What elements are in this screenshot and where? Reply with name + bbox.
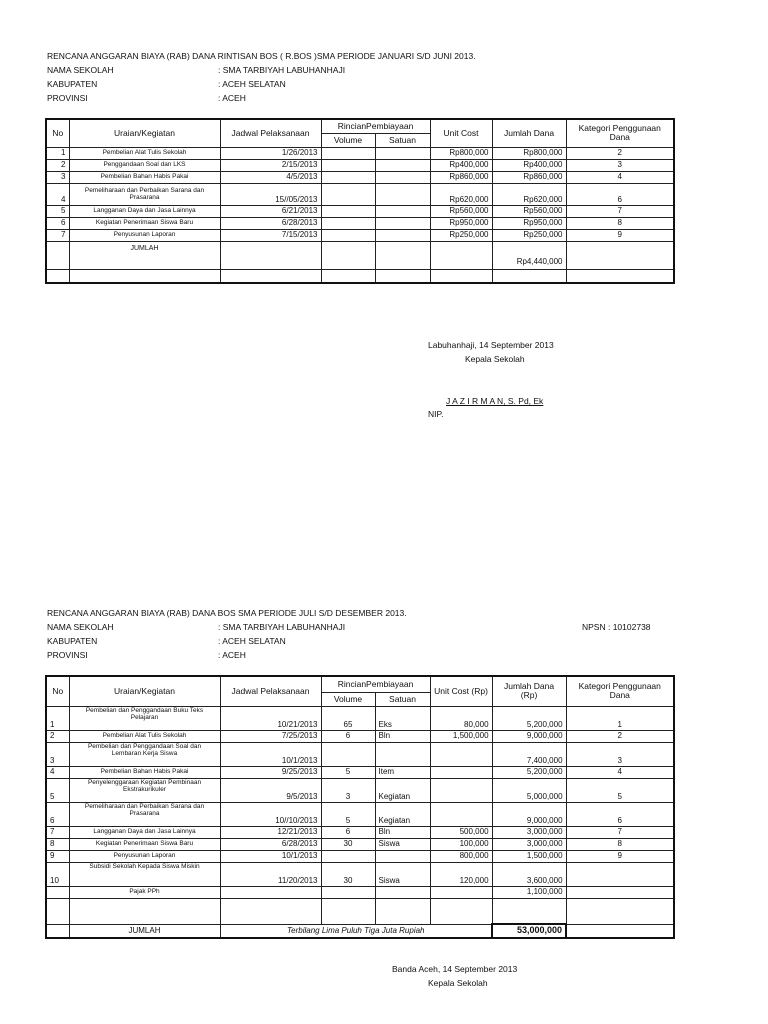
cell-uraian: Pembelian Alat Tulis Sekolah (69, 147, 220, 159)
doc2-signature-date: Banda Aceh, 14 September 2013 (392, 964, 518, 974)
cell-unit-cost (430, 778, 492, 802)
doc2-info-value-0: : SMA TARBIYAH LABUHANHAJI (218, 622, 346, 632)
total-row (46, 241, 674, 269)
header-jumlah: Jumlah Dana (492, 119, 566, 147)
empty-cell (69, 898, 220, 924)
cell-no: 5 (46, 778, 69, 802)
doc2-title: RENCANA ANGGARAN BIAYA (RAB) DANA BOS SMA PERIODE JULI S/D DESEMBER 2013. (47, 608, 407, 618)
cell-volume (321, 171, 375, 183)
cell-no: 7 (46, 229, 69, 241)
cell-volume (321, 886, 375, 898)
cell-unit-cost: Rp400,000 (430, 159, 492, 171)
table-row (46, 183, 674, 205)
doc1-signature-role: Kepala Sekolah (465, 354, 525, 364)
cell-uraian: Pembelian Bahan Habis Pakai (69, 171, 220, 183)
cell-unit-cost (430, 766, 492, 778)
cell-jumlah: 1,500,000 (492, 850, 566, 862)
cell-no: 9 (46, 850, 69, 862)
cell-kategori: 2 (566, 147, 674, 159)
cell-unit-cost: Rp620,000 (430, 183, 492, 205)
cell-volume (321, 742, 375, 766)
table-row (46, 229, 674, 241)
cell-satuan: Bln (375, 826, 430, 838)
table-row (46, 850, 674, 862)
table-row (46, 886, 674, 898)
header-no: No (46, 676, 69, 706)
cell-unit-cost (430, 886, 492, 898)
cell-no (46, 924, 69, 938)
cell-no (46, 886, 69, 898)
doc2-info-label-2: PROVINSI (47, 650, 88, 660)
cell-jumlah: Rp800,000 (492, 147, 566, 159)
doc1-info-label-0: NAMA SEKOLAH (47, 65, 114, 75)
header-rincian: RincianPembiayaan (321, 119, 430, 133)
cell-satuan (375, 159, 430, 171)
terbilang-text: Terbilang Lima Puluh Tiga Juta Rupiah (220, 924, 492, 938)
total-value: 53,000,000 (492, 924, 566, 938)
cell-kategori: 9 (566, 229, 674, 241)
empty-cell (321, 269, 375, 283)
cell-satuan: Bln (375, 730, 430, 742)
cell-jadwal: 9/25/2013 (220, 766, 321, 778)
cell-no (46, 241, 69, 269)
cell-unit-cost: 500,000 (430, 826, 492, 838)
cell-kategori: 8 (566, 217, 674, 229)
header-uraian: Uraian/Kegiatan (69, 676, 220, 706)
cell-unit-cost: Rp560,000 (430, 205, 492, 217)
empty-cell (492, 898, 566, 924)
table-row (46, 205, 674, 217)
doc1-budget-table (45, 118, 675, 284)
cell-jadwal: 6/28/2013 (220, 838, 321, 850)
cell-unit-cost: 1,500,000 (430, 730, 492, 742)
header-satuan: Satuan (375, 133, 430, 147)
cell-jadwal: 10//10/2013 (220, 802, 321, 826)
cell-satuan (375, 241, 430, 269)
cell-jadwal: 1/26/2013 (220, 147, 321, 159)
cell-jadwal: 7/15/2013 (220, 229, 321, 241)
cell-jadwal (220, 241, 321, 269)
cell-volume: 30 (321, 862, 375, 886)
cell-uraian: Penyusunan Laporan (69, 229, 220, 241)
cell-jumlah: 5,000,000 (492, 778, 566, 802)
empty-cell (492, 269, 566, 283)
cell-satuan (375, 886, 430, 898)
total-label: JUMLAH (69, 924, 220, 938)
doc2-budget-table (45, 675, 675, 939)
total-row (46, 924, 674, 938)
header-rincian: RincianPembiayaan (321, 676, 430, 692)
cell-volume (321, 850, 375, 862)
cell-unit-cost (430, 802, 492, 826)
doc2-signature-role: Kepala Sekolah (428, 978, 488, 988)
header-kategori: Kategori Penggunaan Dana (566, 119, 674, 147)
cell-satuan (375, 229, 430, 241)
empty-cell (566, 898, 674, 924)
cell-kategori: 5 (566, 778, 674, 802)
cell-jadwal: 10/1/2013 (220, 850, 321, 862)
cell-no: 8 (46, 838, 69, 850)
cell-kategori: 7 (566, 205, 674, 217)
doc2-info-label-1: KABUPATEN (47, 636, 98, 646)
cell-jadwal: 15//05/2013 (220, 183, 321, 205)
cell-satuan: Siswa (375, 838, 430, 850)
table-row (46, 159, 674, 171)
cell-no: 6 (46, 802, 69, 826)
empty-cell (430, 269, 492, 283)
cell-no: 3 (46, 742, 69, 766)
cell-kategori: 9 (566, 850, 674, 862)
cell-satuan: Kegiatan (375, 802, 430, 826)
cell-jadwal: 9/5/2013 (220, 778, 321, 802)
cell-kategori: 7 (566, 826, 674, 838)
header-volume: Volume (321, 133, 375, 147)
cell-no: 2 (46, 730, 69, 742)
cell-jumlah: 3,000,000 (492, 826, 566, 838)
header-no: No (46, 119, 69, 147)
cell-no: 10 (46, 862, 69, 886)
table-row (46, 742, 674, 766)
empty-cell (430, 898, 492, 924)
cell-volume (321, 205, 375, 217)
cell-jadwal: 7/25/2013 (220, 730, 321, 742)
cell-uraian: Pemeliharaan dan Perbaikan Sarana dan Prasarana (69, 802, 220, 826)
cell-no: 4 (46, 183, 69, 205)
cell-uraian: Penyusunan Laporan (69, 850, 220, 862)
cell-no: 6 (46, 217, 69, 229)
cell-volume (321, 241, 375, 269)
header-uraian: Uraian/Kegiatan (69, 119, 220, 147)
cell-jumlah: 5,200,000 (492, 766, 566, 778)
cell-no: 5 (46, 205, 69, 217)
cell-satuan: Siswa (375, 862, 430, 886)
cell-jumlah: 9,000,000 (492, 802, 566, 826)
cell-uraian: Penggandaan Soal dan LKS (69, 159, 220, 171)
doc1-info-value-2: : ACEH (218, 93, 246, 103)
doc2-info-value-2: : ACEH (218, 650, 246, 660)
empty-cell (321, 898, 375, 924)
cell-uraian: Kegiatan Penerimaan Siswa Baru (69, 217, 220, 229)
cell-kategori (566, 241, 674, 269)
cell-jumlah: 7,400,000 (492, 742, 566, 766)
cell-unit-cost: 80,000 (430, 706, 492, 730)
empty-row (46, 898, 674, 924)
header-unit-cost: Unit Cost (430, 119, 492, 147)
total-value: Rp4,440,000 (492, 241, 566, 269)
cell-satuan (375, 171, 430, 183)
cell-satuan (375, 742, 430, 766)
cell-jadwal: 11/20/2013 (220, 862, 321, 886)
cell-unit-cost: Rp800,000 (430, 147, 492, 159)
table-row (46, 766, 674, 778)
cell-volume: 6 (321, 826, 375, 838)
cell-satuan: Item (375, 766, 430, 778)
cell-no: 1 (46, 706, 69, 730)
cell-jumlah: 5,200,000 (492, 706, 566, 730)
cell-satuan (375, 217, 430, 229)
header-jumlah: Jumlah Dana (Rp) (492, 676, 566, 706)
table-row (46, 147, 674, 159)
cell-kategori: 3 (566, 159, 674, 171)
total-label: JUMLAH (69, 241, 220, 269)
empty-cell (375, 898, 430, 924)
cell-uraian: Pembelian Alat Tulis Sekolah (69, 730, 220, 742)
cell-uraian: Pembelian Bahan Habis Pakai (69, 766, 220, 778)
cell-uraian: Subsidi Sekolah Kepada Siswa Miskin (69, 862, 220, 886)
table-row (46, 217, 674, 229)
cell-jumlah: Rp860,000 (492, 171, 566, 183)
header-satuan: Satuan (375, 692, 430, 706)
cell-jumlah: Rp400,000 (492, 159, 566, 171)
empty-cell (220, 898, 321, 924)
empty-cell (566, 269, 674, 283)
empty-cell (69, 269, 220, 283)
cell-kategori: 4 (566, 766, 674, 778)
cell-kategori: 6 (566, 802, 674, 826)
table-row (46, 706, 674, 730)
cell-kategori: 8 (566, 838, 674, 850)
cell-satuan (375, 147, 430, 159)
table-row (46, 778, 674, 802)
cell-uraian: Pemeliharaan dan Perbaikan Sarana dan Prasarana (69, 183, 220, 205)
cell-volume (321, 183, 375, 205)
empty-cell (220, 269, 321, 283)
cell-unit-cost (430, 742, 492, 766)
cell-jumlah: 9,000,000 (492, 730, 566, 742)
cell-satuan (375, 850, 430, 862)
cell-volume: 6 (321, 730, 375, 742)
cell-jadwal: 4/5/2013 (220, 171, 321, 183)
cell-kategori (566, 886, 674, 898)
cell-jumlah: 3,600,000 (492, 862, 566, 886)
cell-unit-cost: Rp250,000 (430, 229, 492, 241)
cell-jadwal: 6/21/2013 (220, 205, 321, 217)
table-row (46, 802, 674, 826)
doc1-info-value-1: : ACEH SELATAN (218, 79, 286, 89)
cell-no: 4 (46, 766, 69, 778)
cell-unit-cost: 100,000 (430, 838, 492, 850)
cell-unit-cost: 120,000 (430, 862, 492, 886)
cell-kategori: 2 (566, 730, 674, 742)
cell-no: 7 (46, 826, 69, 838)
header-unit-cost: Unit Cost (Rp) (430, 676, 492, 706)
cell-kategori: 3 (566, 742, 674, 766)
empty-cell (375, 269, 430, 283)
cell-kategori: 4 (566, 171, 674, 183)
cell-jadwal: 10/1/2013 (220, 742, 321, 766)
table-row (46, 826, 674, 838)
cell-unit-cost: 800,000 (430, 850, 492, 862)
cell-satuan (375, 205, 430, 217)
header-jadwal: Jadwal Pelaksanaan (220, 119, 321, 147)
doc1-title: RENCANA ANGGARAN BIAYA (RAB) DANA RINTISAN BOS ( R.BOS )SMA PERIODE JANUARI S/D JUNI 2013. (47, 51, 476, 61)
cell-volume: 65 (321, 706, 375, 730)
cell-jadwal: 6/28/2013 (220, 217, 321, 229)
cell-jumlah: 3,000,000 (492, 838, 566, 850)
cell-jadwal: 12/21/2013 (220, 826, 321, 838)
cell-unit-cost: Rp860,000 (430, 171, 492, 183)
cell-satuan: Kegiatan (375, 778, 430, 802)
empty-cell (46, 269, 69, 283)
doc2-header-row (46, 676, 674, 692)
doc1-header-row (46, 119, 674, 133)
header-volume: Volume (321, 692, 375, 706)
cell-jadwal: 10/21/2013 (220, 706, 321, 730)
cell-volume: 5 (321, 802, 375, 826)
cell-jumlah: Rp560,000 (492, 205, 566, 217)
header-jadwal: Jadwal Pelaksanaan (220, 676, 321, 706)
cell-volume (321, 159, 375, 171)
cell-volume: 3 (321, 778, 375, 802)
table-row (46, 171, 674, 183)
cell-jumlah: Rp950,000 (492, 217, 566, 229)
doc1-info-value-0: : SMA TARBIYAH LABUHANHAJI (218, 65, 346, 75)
doc2-info-label-0: NAMA SEKOLAH (47, 622, 114, 632)
cell-jumlah: 1,100,000 (492, 886, 566, 898)
cell-volume: 5 (321, 766, 375, 778)
cell-uraian: Pembelian dan Penggandaan Buku Teks Pelajaran (69, 706, 220, 730)
cell-jumlah: Rp250,000 (492, 229, 566, 241)
cell-kategori (566, 862, 674, 886)
cell-volume (321, 147, 375, 159)
cell-kategori: 1 (566, 706, 674, 730)
table-row (46, 862, 674, 886)
cell-jadwal: 2/15/2013 (220, 159, 321, 171)
table-row (46, 838, 674, 850)
empty-cell (46, 898, 69, 924)
cell-volume (321, 217, 375, 229)
cell-volume: 30 (321, 838, 375, 850)
doc1-signature-nip: NIP. (428, 409, 444, 419)
doc1-signature-name: J A Z I R M A N, S. Pd, Ek (446, 396, 544, 406)
cell-uraian: Langganan Daya dan Jasa Lainnya (69, 205, 220, 217)
cell-kategori: 6 (566, 183, 674, 205)
cell-kategori (566, 924, 674, 938)
doc1-info-label-2: PROVINSI (47, 93, 88, 103)
cell-jadwal (220, 886, 321, 898)
cell-no: 1 (46, 147, 69, 159)
doc2-info-value-1: : ACEH SELATAN (218, 636, 286, 646)
doc1-signature-date: Labuhanhaji, 14 September 2013 (428, 340, 554, 350)
cell-satuan (375, 183, 430, 205)
cell-uraian: Pajak PPh (69, 886, 220, 898)
cell-satuan: Eks (375, 706, 430, 730)
header-kategori: Kategori Penggunaan Dana (566, 676, 674, 706)
table-row (46, 730, 674, 742)
cell-uraian: Kegiatan Penerimaan Siswa Baru (69, 838, 220, 850)
doc2-npsn: NPSN : 10102738 (582, 622, 651, 632)
cell-volume (321, 229, 375, 241)
cell-jumlah: Rp620,000 (492, 183, 566, 205)
cell-no: 3 (46, 171, 69, 183)
cell-uraian: Pembelian dan Penggandaan Soal dan Lembaran Kerja Siswa (69, 742, 220, 766)
cell-no: 2 (46, 159, 69, 171)
doc1-info-label-1: KABUPATEN (47, 79, 98, 89)
cell-unit-cost: Rp950,000 (430, 217, 492, 229)
empty-row (46, 269, 674, 283)
cell-uraian: Langganan Daya dan Jasa Lainnya (69, 826, 220, 838)
cell-unit-cost (430, 241, 492, 269)
cell-uraian: Penyelenggaraan Kegiatan Pembinaan Ekstrakurikuler (69, 778, 220, 802)
